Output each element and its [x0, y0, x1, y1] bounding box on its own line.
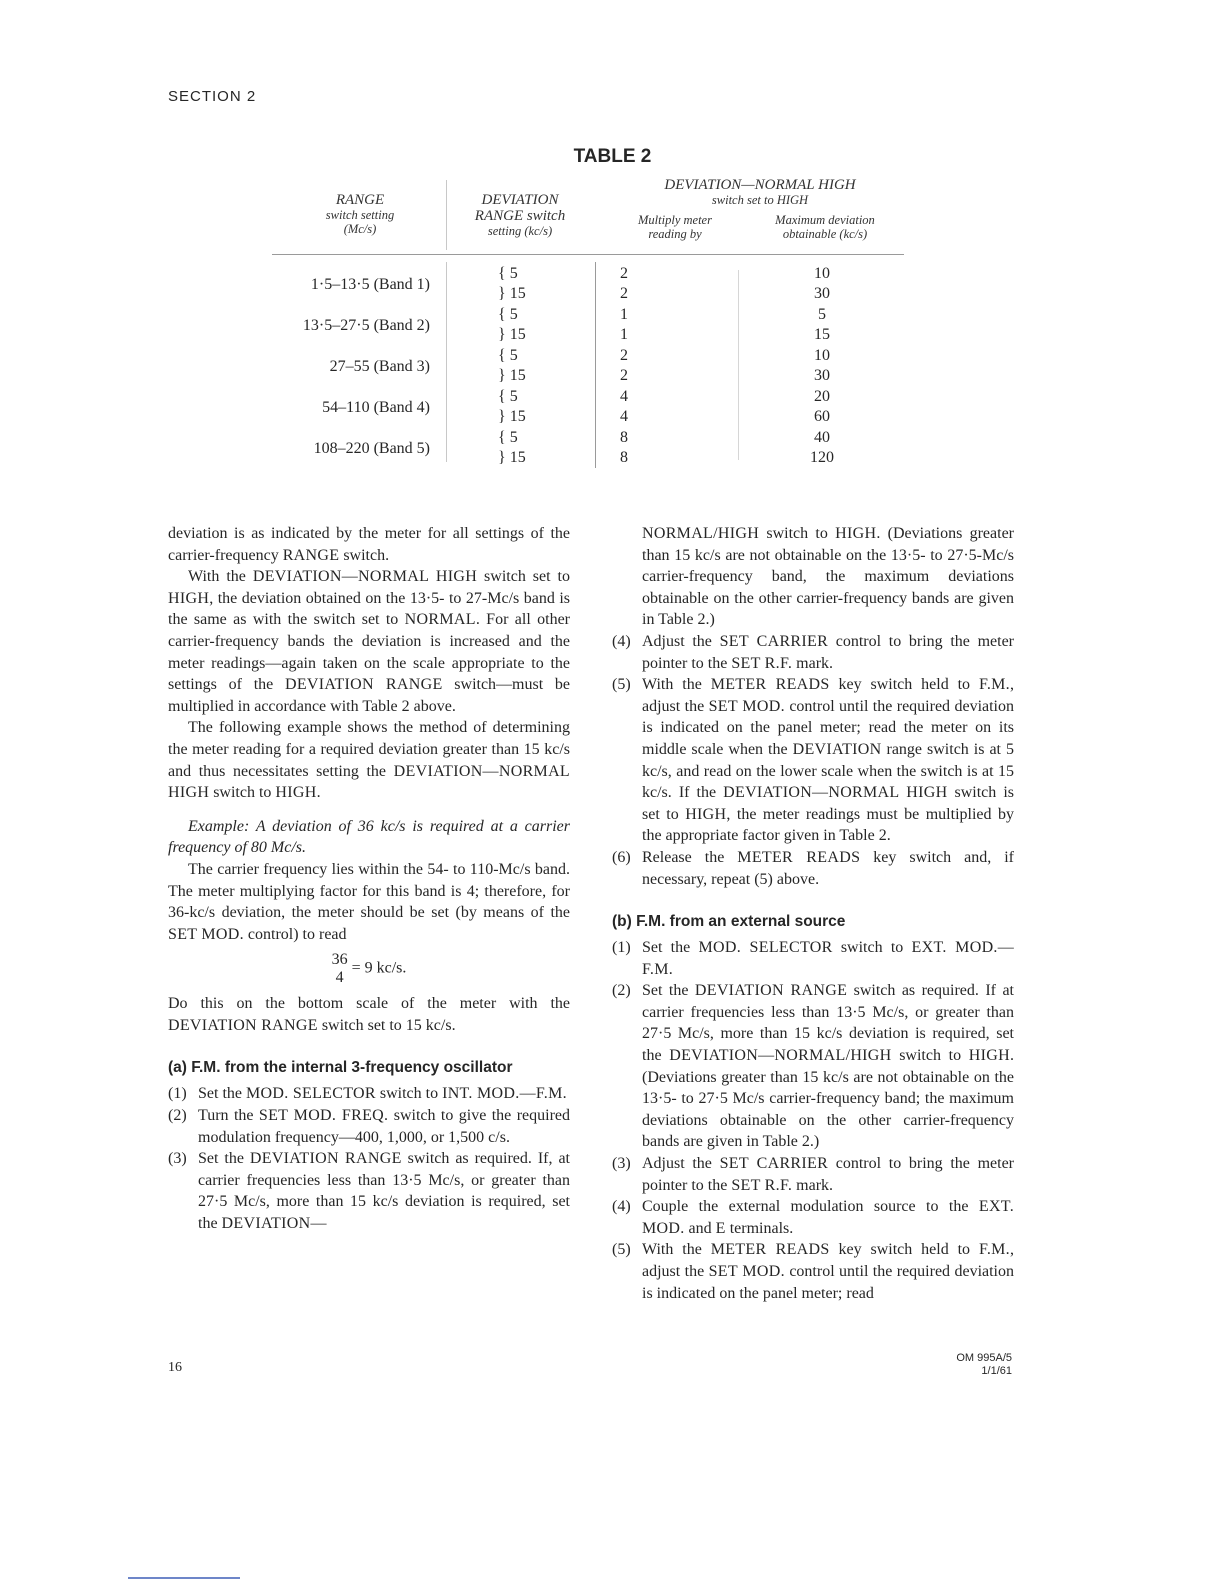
body-paragraph: Do this on the bottom scale of the meter with the DEVIATION RANGE switch set to 15 kc/s.	[168, 995, 570, 1034]
deviation-cell: { 5 } 15	[498, 388, 526, 425]
max-deviation-cell: 10 30	[814, 265, 830, 302]
max-deviation-cell: 40 120	[810, 429, 834, 466]
list-item: (3) Set the DEVIATION RANGE switch as required. If, at carrier frequencies less than 13·5 Mc/s, or greater than 27·5 Mc/s, more than 15 kc/s deviation is required, set the DEVIATION—	[168, 1150, 571, 1233]
max-deviation-cell: 20 60	[814, 388, 830, 425]
table-title: TABLE 2	[573, 146, 652, 167]
list-item-continued: NORMAL/HIGH switch to HIGH. (Deviations greater than 15 kc/s are not obtainable on the 13·5- to 27·5-Mc/s carrier-frequency band, the maximum deviations obtainable on the other carrier-frequency bands are given in Table 2.)	[642, 525, 1015, 629]
left-column	[168, 523, 570, 1235]
deviation-cell: { 5 } 15	[498, 265, 526, 302]
list-item: (4) Couple the external modulation source to the EXT. MOD. and E terminals.	[612, 1198, 1014, 1237]
list-item: (5) With the METER READS key switch held to F.M., adjust the SET MOD. control until the required deviation is indicated on the panel meter; read the meter on its middle scale when the DEVIATION range switch is at 5 kc/s, and read on the lower scale when the switch is at 15 kc/s. If the DEVIATION—NORMAL HIGH switch is set to HIGH, the meter readings must be multiplied by the appropriate factor given in Table 2.	[612, 676, 1015, 845]
body-paragraph: The carrier frequency lies within the 54- to 110-Mc/s band. The meter multiplying factor for this band is 4; therefore, for 36-kc/s deviation, the meter should be set (by means of the SET MOD. control) to read	[168, 860, 570, 943]
table-divider	[738, 270, 739, 460]
multiplier-cell: 4 4	[620, 388, 628, 425]
multiplier-cell: 2 2	[620, 347, 628, 384]
range-cell: 108–220 (Band 5)	[313, 440, 430, 457]
max-deviation-cell: 10 30	[814, 347, 830, 384]
col-header-range: RANGE switch setting (Mc/s)	[325, 192, 395, 236]
body-paragraph: The following example shows the method of determining the meter reading for a required deviation greater than 15 kc/s and thus necessitates setting the DEVIATION—NORMAL HIGH switch to HIGH.	[168, 719, 570, 802]
range-cell: 27–55 (Band 3)	[329, 358, 430, 375]
col-header-deviation: DEVIATION RANGE switch setting (kc/s)	[474, 192, 566, 238]
table-divider	[446, 180, 447, 250]
range-cell: 13·5–27·5 (Band 2)	[302, 317, 430, 334]
document-reference: OM 995A/5 1/1/61	[956, 1352, 1012, 1377]
max-deviation-cell: 5 15	[814, 306, 830, 343]
section-heading: (b) F.M. from an external source	[612, 913, 846, 931]
deviation-cell: { 5 } 15	[498, 429, 526, 466]
list-item: (1) Set the MOD. SELECTOR switch to EXT. MOD.—F.M.	[612, 939, 1015, 978]
fraction: 36 4 = 9 kc/s.	[331, 951, 407, 987]
section-heading: (a) F.M. from the internal 3-frequency oscillator	[168, 1059, 513, 1077]
deviation-cell: { 5 } 15	[498, 306, 526, 343]
col-header-group: DEVIATION—NORMAL HIGH switch set to HIGH	[664, 177, 856, 207]
body-paragraph: deviation is as indicated by the meter for all settings of the carrier-frequency RANGE switch.	[168, 525, 570, 564]
bottom-link-underline	[128, 1577, 240, 1579]
page-number: 16	[168, 1360, 182, 1375]
table-divider	[446, 262, 447, 462]
range-cell: 1·5–13·5 (Band 1)	[310, 276, 430, 293]
body-paragraph: With the DEVIATION—NORMAL HIGH switch set to HIGH, the deviation obtained on the 13·5- to 27-Mc/s band is the same as with the switch set to NORMAL. For all other carrier-frequency bands the deviation is increased and the meter readings—again taken on the scale appropriate to the settings of the DEVIATION RANGE switch—must be multiplied in accordance with Table 2 above.	[168, 568, 571, 715]
deviation-cell: { 5 } 15	[498, 347, 526, 384]
table-header-rule	[272, 254, 904, 255]
multiplier-cell: 2 2	[620, 265, 628, 302]
right-column	[612, 523, 1014, 1304]
list-item: (3) Adjust the SET CARRIER control to bring the meter pointer to the SET R.F. mark.	[612, 1155, 1014, 1194]
range-cell: 54–110 (Band 4)	[322, 399, 430, 416]
multiplier-cell: 8 8	[620, 429, 628, 466]
multiplier-cell: 1 1	[620, 306, 628, 343]
list-item: (4) Adjust the SET CARRIER control to bring the meter pointer to the SET R.F. mark.	[612, 632, 1014, 672]
list-item: (1) Set the MOD. SELECTOR switch to INT. MOD.—F.M.	[168, 1085, 567, 1103]
list-item: (6) Release the METER READS key switch and, if necessary, repeat (5) above.	[612, 848, 1014, 888]
example-paragraph: Example: A deviation of 36 kc/s is required at a carrier frequency of 80 Mc/s.	[168, 817, 570, 857]
section-label: SECTION 2	[168, 88, 257, 105]
col-header-maximum: Maximum deviation obtainable (kc/s)	[775, 213, 875, 241]
col-header-multiply: Multiply meter reading by	[638, 213, 712, 241]
list-item: (2) Set the DEVIATION RANGE switch as required. If at carrier frequencies less than 13·5 Mc/s, or greater than 27·5 Mc/s, more than 15 kc/s deviation is required, set the DEVIATION—NORMAL/HIGH switch to HIGH. (Deviations greater than 15 kc/s are not obtainable on the 13·5- to 27·5 Mc/s carrier-frequency band; the maximum deviations obtainable on the other carrier-frequency bands are given in Table 2.)	[612, 982, 1015, 1151]
list-item: (2) Turn the SET MOD. FREQ. switch to give the required modulation frequency—400, 1,000, or 1,500 c/s.	[168, 1107, 570, 1146]
list-item: (5) With the METER READS key switch held to F.M., adjust the SET MOD. control until the required deviation is indicated on the panel meter; read	[612, 1241, 1015, 1302]
